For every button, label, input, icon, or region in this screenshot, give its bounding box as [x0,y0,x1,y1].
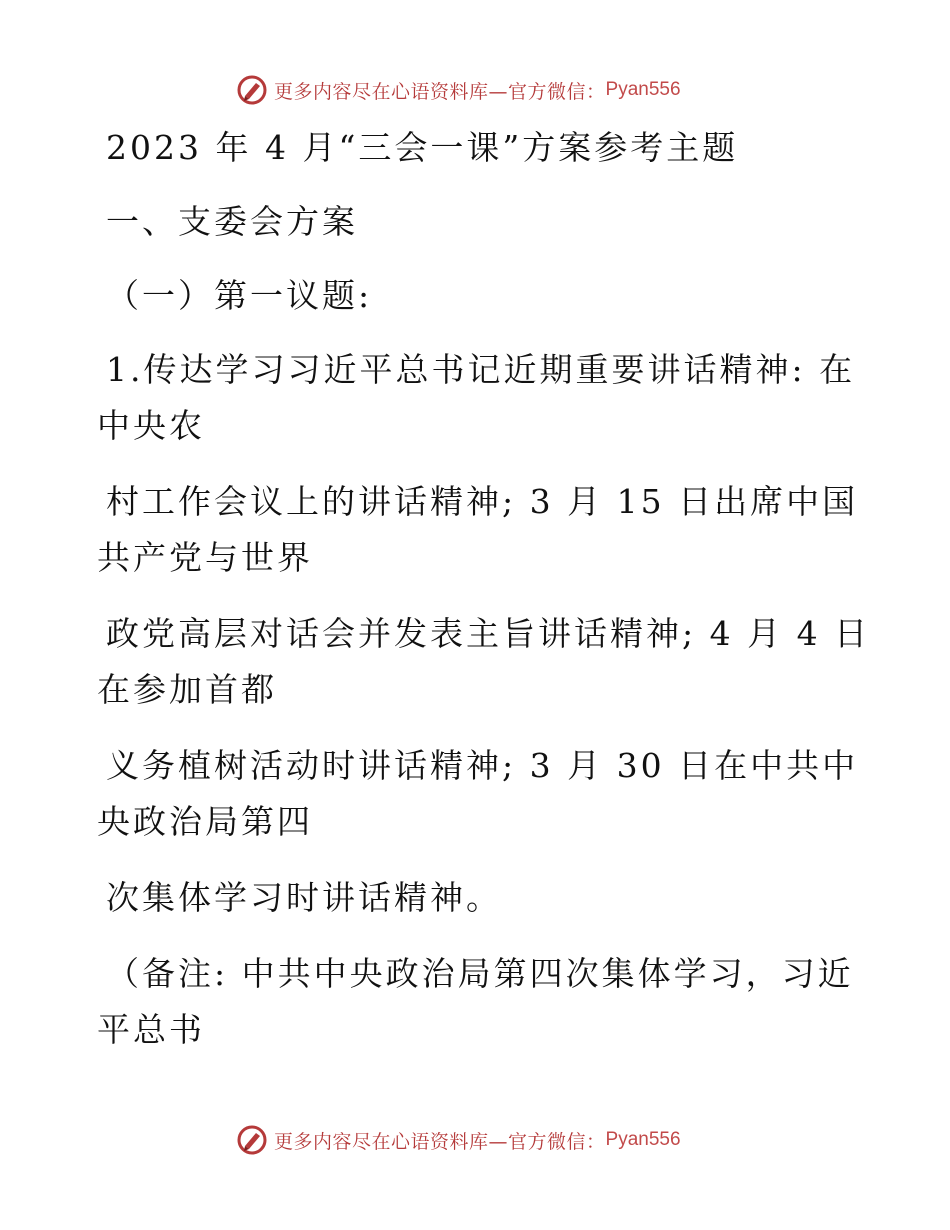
paragraph-line: 村工作会议上的讲话精神; 3 月 15 日出席中国 [106,482,859,521]
header-watermark [236,72,681,108]
paragraph-line: 政党高层对话会并发表主旨讲话精神; 4 月 4 日 [106,614,871,653]
watermark-text: 更多内容尽在心语资料库—官方微信： [274,1130,606,1153]
watermark-text: 更多内容尽在心语资料库—官方微信： [274,80,606,103]
pen-circle-logo-icon [236,1124,268,1156]
watermark-wechat-id: Pyan556 [605,79,681,100]
paragraph-line: 平总书 [97,1010,205,1049]
pen-circle-logo-icon [236,74,268,106]
paragraph-line: 在参加首都 [97,670,277,709]
paragraph-line: 次集体学习时讲话精神。 [106,878,502,917]
watermark-wechat-id: Pyan556 [605,1129,681,1150]
subsection-heading-first-topic: （一）第一议题: [106,276,373,315]
paragraph-line: （备注: 中共中央政治局第四次集体学习，习近 [106,954,854,993]
section-heading-branch-committee: 一、支委会方案 [106,202,358,241]
paragraph-line: 共产党与世界 [97,538,313,577]
document-title: 2023 年 4 月“三会一课”方案参考主题 [106,128,739,167]
paragraph-line: 中央农 [97,406,205,445]
footer-watermark [236,1122,681,1158]
paragraph-line: 央政治局第四 [97,802,313,841]
paragraph-line: 1.传达学习习近平总书记近期重要讲话精神: 在 [106,350,856,389]
paragraph-line: 义务植树活动时讲话精神; 3 月 30 日在中共中 [106,746,859,785]
